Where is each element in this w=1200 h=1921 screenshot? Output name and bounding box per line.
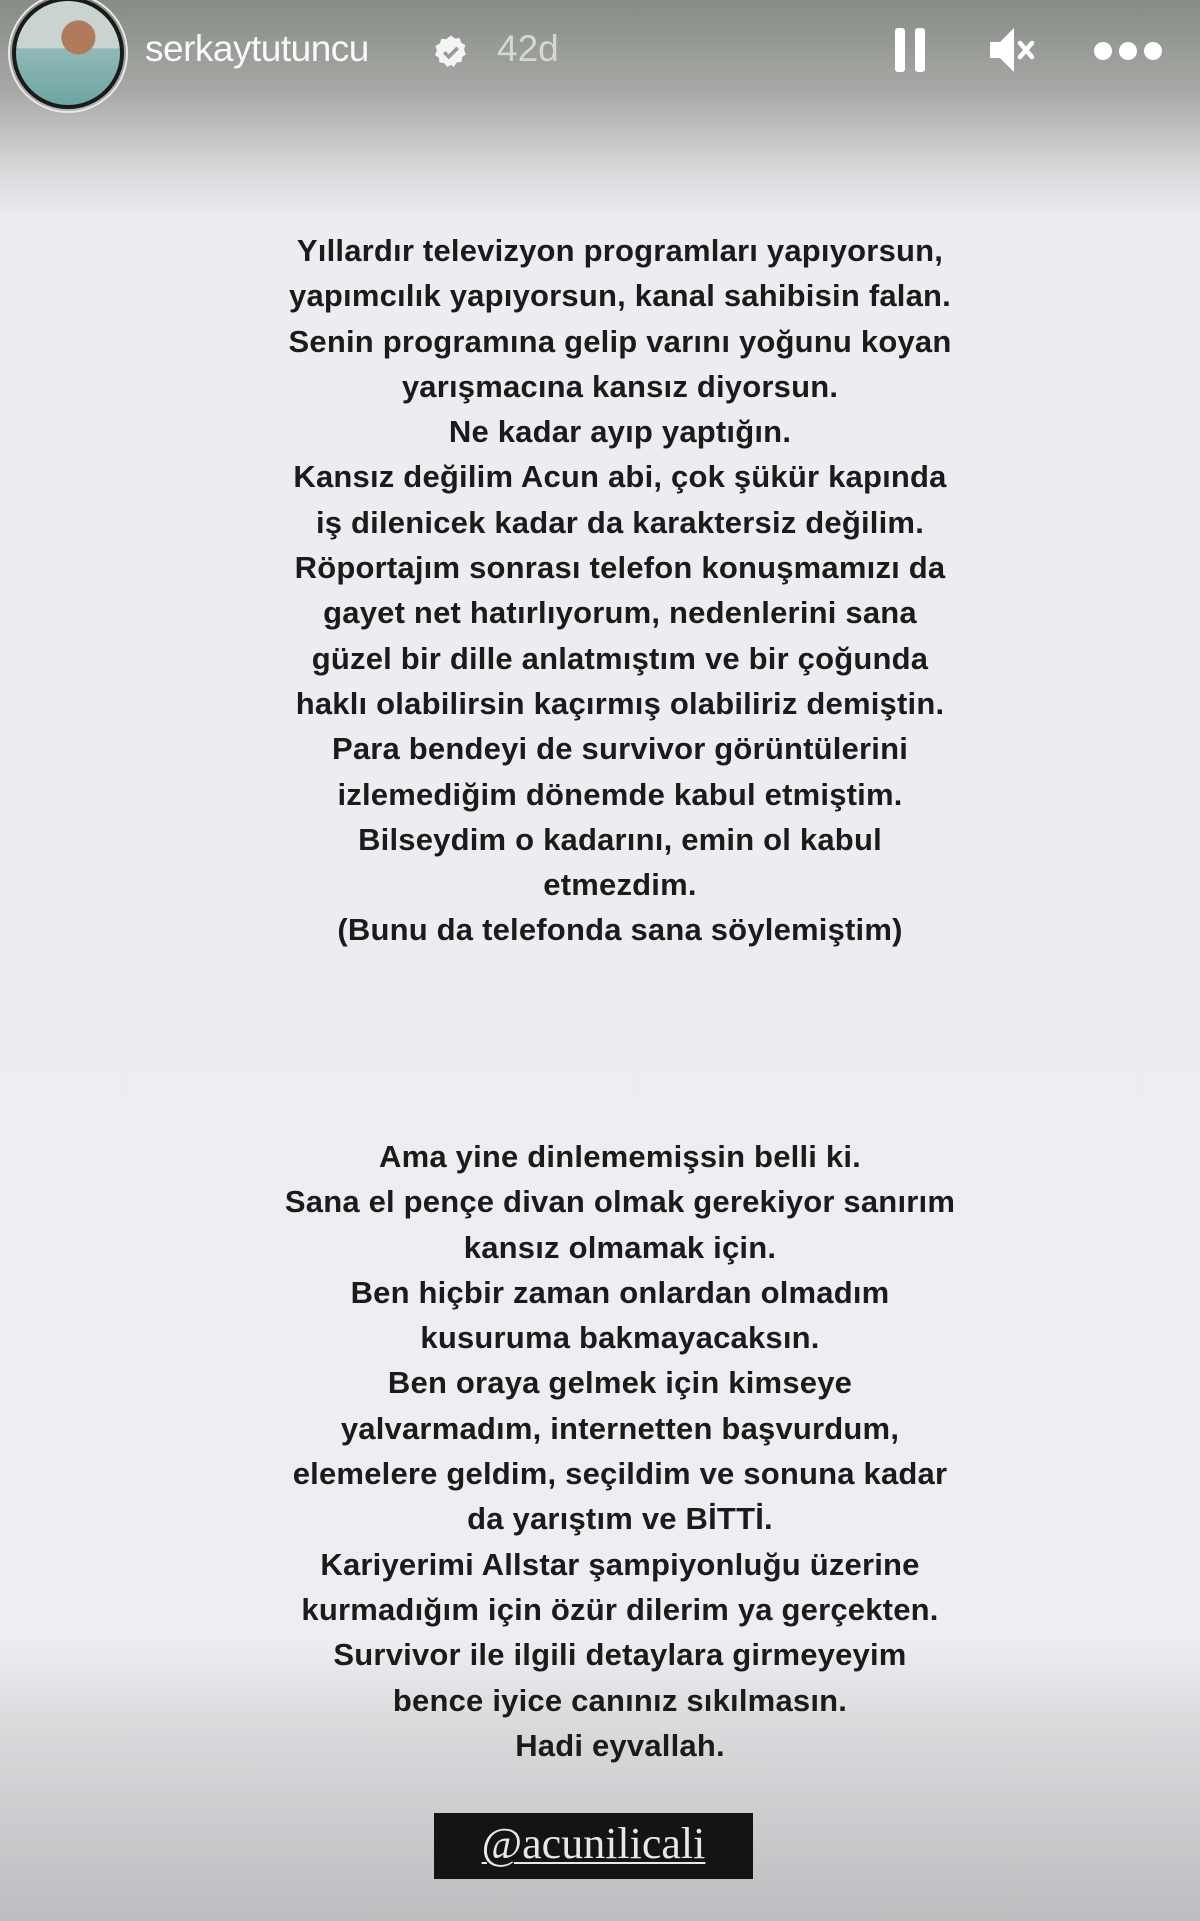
story-text-line: Kansız değilim Acun abi, çok şükür kapında [293,459,947,495]
story-text-line: haklı olabilirsin kaçırmış olabiliriz demiştin. [295,685,945,721]
story-text-line: Hadi eyvallah. [515,1727,725,1763]
mention-label: @acunilicali [481,1819,706,1868]
pause-icon[interactable] [892,26,928,74]
story-text-line: Survivor ile ilgili detaylara girmeyeyim [333,1637,907,1673]
mention-sticker[interactable] [434,1813,753,1879]
story-text-line: iş dilenicek kadar da karaktersiz değilim. [315,504,925,540]
story-text-line: yarışmacına kansız diyorsun. [401,368,839,404]
more-icon[interactable] [1093,36,1163,66]
story-text-line: Bilseydim o kadarını, emin ol kabul [358,821,882,857]
story-text-line: izlemediğim dönemde kabul etmiştim. [337,776,903,812]
story-text-line: Röportajım sonrası telefon konuşmamızı da [294,550,946,586]
story-text-line: Ama yine dinlememişsin belli ki. [379,1139,861,1174]
story-text-line: Ne kadar ayıp yaptığın. [448,414,792,450]
story-text-line: kansız olmamak için. [463,1229,777,1265]
story-text-line: yalvarmadım, internetten başvurdum, [340,1410,900,1446]
story-text-line: Para bendeyi de survivor görüntülerini [331,731,909,767]
story-text-line: kurmadığım için özür dilerim ya gerçekten. [301,1591,939,1627]
story-text-line: Sana el pençe divan olmak gerekiyor sanırım [284,1184,956,1220]
story-text-line: bence iyice canınız sıkılmasın. [392,1682,848,1718]
story-text-block-2 [230,1134,1010,1768]
story-text-line: güzel bir dille anlatmıştım ve bir çoğunda [311,640,929,676]
verified-badge-icon [433,34,469,70]
story-text-line: Kariyerimi Allstar şampiyonluğu üzerine [320,1546,920,1582]
time-ago: 42d [497,28,559,69]
mute-icon[interactable] [986,26,1040,74]
story-text-line: Ben oraya gelmek için kimseye [387,1365,853,1401]
story-text-line: (Bunu da telefonda sana söylemiştim) [337,912,903,948]
avatar[interactable] [12,0,124,109]
story-text-block-1 [230,228,1010,953]
story-text-line: Senin programına gelip varını yoğunu koyan [288,323,952,359]
story-text-line: elemelere geldim, seçildim ve sonuna kadar [292,1456,948,1492]
story-text-line: Ben hiçbir zaman onlardan olmadım [350,1274,890,1310]
story-text-line: yapımcılık yapıyorsun, kanal sahibisin falan. [289,278,951,314]
username[interactable]: serkaytutuncu [145,28,369,69]
story-text-line: gayet net hatırlıyorum, nedenlerini sana [323,595,917,631]
story-text-line: kusuruma bakmayacaksın. [420,1320,820,1356]
story-text-line: etmezdim. [543,867,697,903]
story-text-line: Yıllardır televizyon programları yapıyorsun, [296,233,944,268]
story-text-line: da yarıştım ve BİTTİ. [467,1501,773,1537]
